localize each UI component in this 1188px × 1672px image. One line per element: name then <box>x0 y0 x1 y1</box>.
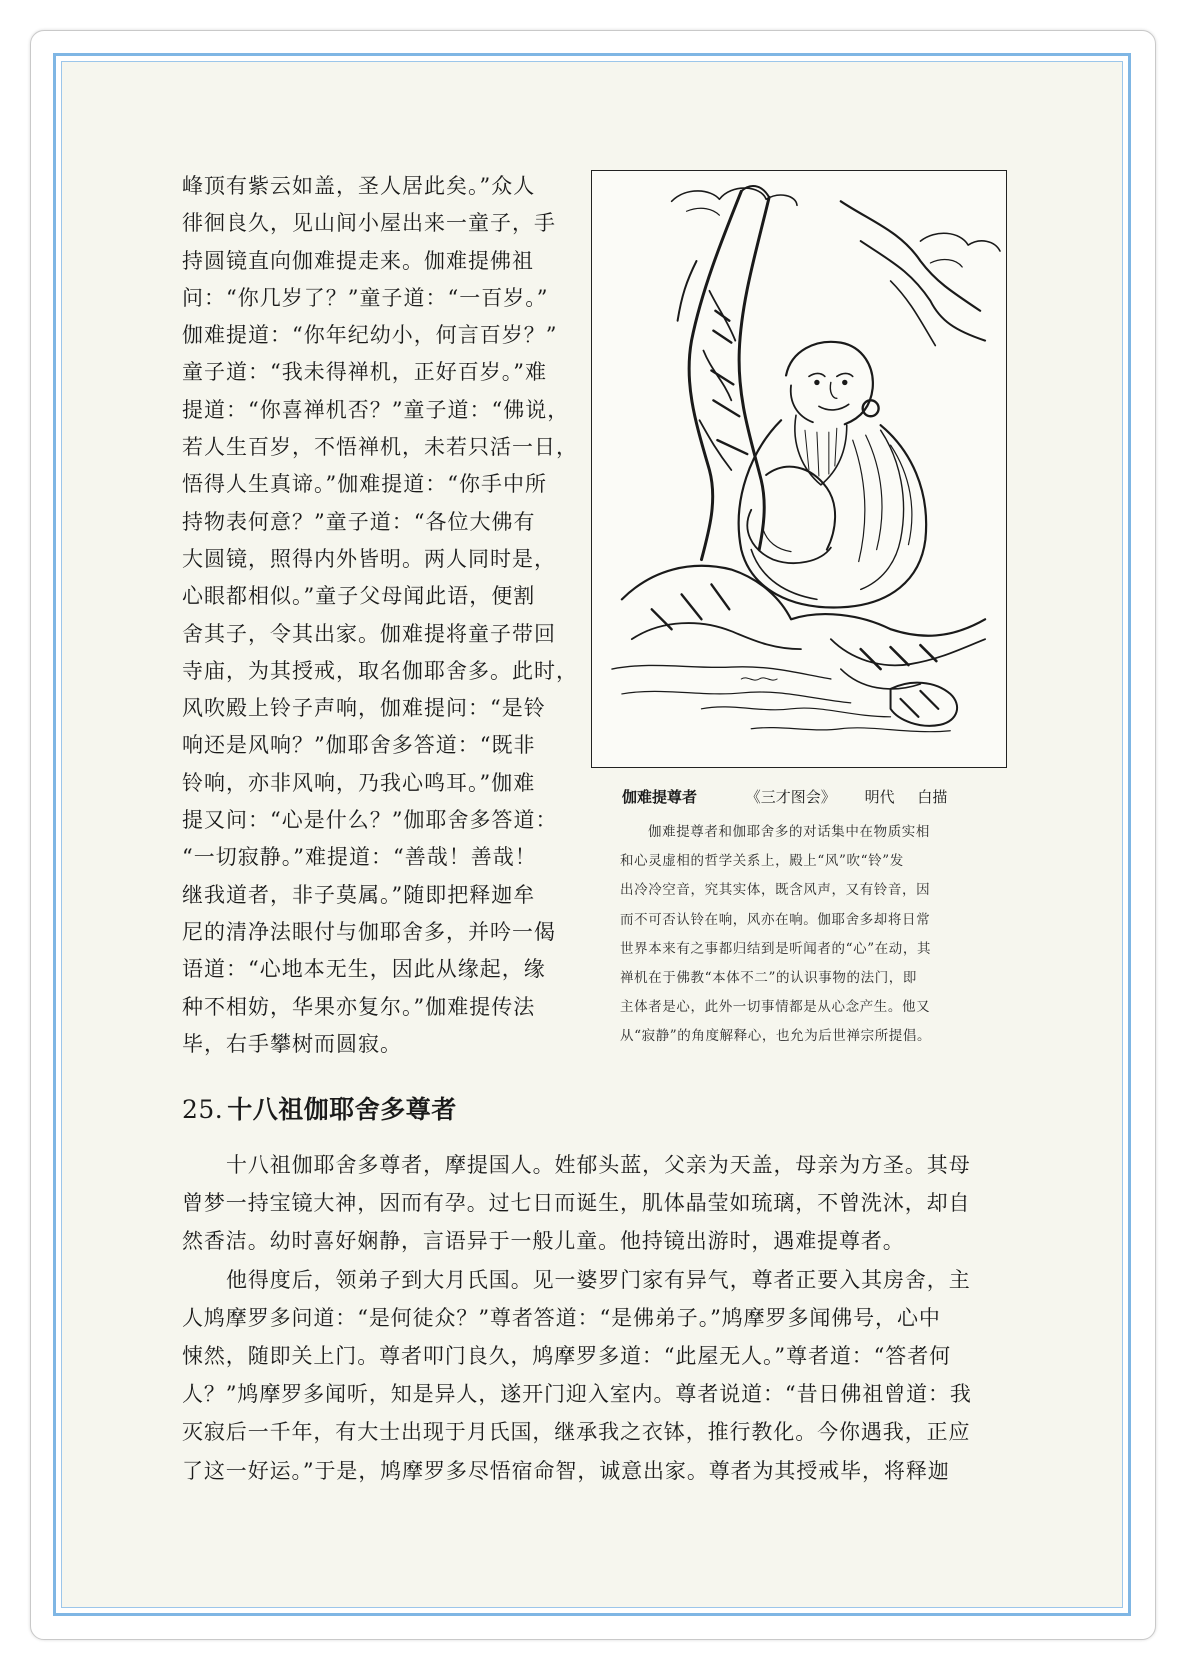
caption-description <box>620 818 986 1052</box>
text-line: 若人生百岁，不悟禅机，未若只活一日， <box>182 435 578 460</box>
text-line: 人？”鸠摩罗多闻听，知是异人，遂开门迎入室内。尊者说道：“昔日佛祖曾道：我 <box>182 1382 972 1407</box>
caption-period: 明代 <box>864 788 895 806</box>
text-line: 种不相妨，华果亦复尔。”伽难提传法 <box>182 994 536 1019</box>
text-line: 悚然，随即关上门。尊者叩门良久，鸠摩罗多道：“此屋无人。”尊者道：“答者何 <box>182 1343 952 1368</box>
caption-line: 和心灵虚相的哲学关系上，殿上“风”吹“铃”发 <box>620 853 904 870</box>
text-line: 十八祖伽耶舍多尊者，摩提国人。姓郁头蓝，父亲为天盖，母亲为方圣。其母 <box>226 1153 971 1177</box>
caption-source: 《三才图会》 <box>745 788 836 806</box>
text-line: 问：“你几岁了？”童子道：“一百岁。” <box>182 285 549 310</box>
text-line: 了这一好运。”于是，鸠摩罗多尽悟宿命智，诚意出家。尊者为其授戒毕，将释迦 <box>182 1458 950 1483</box>
text-line: 响还是风响？”伽耶舍多答道：“既非 <box>182 733 536 758</box>
caption-title: 伽难提尊者 <box>622 788 698 806</box>
text-line: 毕，右手攀树而圆寂。 <box>182 1031 402 1056</box>
text-line: 曾梦一持宝镜大神，因而有孕。过七日而诞生，肌体晶莹如琉璃，不曾洗沐，却自 <box>182 1191 971 1216</box>
text-line: 伽难提道：“你年纪幼小，何言百岁？” <box>182 323 558 348</box>
caption-line: 而不可否认铃在响，风亦在响。伽耶舍多却将日常 <box>620 911 931 928</box>
caption-line: 主体者是心，此外一切事情都是从心念产生。他又 <box>620 999 931 1016</box>
caption-line: 禅机在于佛教“本体不二”的认识事物的法门，即 <box>620 969 918 986</box>
section-title: 十八祖伽耶舍多尊者 <box>227 1095 457 1124</box>
body-text <box>182 1146 1002 1490</box>
caption-line: 世界本来有之事都归结到是听闻者的“心”在动，其 <box>620 940 932 957</box>
caption-line: 从“寂静”的角度解释心，也允为后世禅宗所提倡。 <box>620 1028 932 1045</box>
text-line: 然香洁。幼时喜好娴静，言语异于一般儿童。他持镜出游时，遇难提尊者。 <box>182 1229 905 1254</box>
section-heading <box>182 1090 457 1126</box>
text-line: 心眼都相似。”童子父母闻此语，便割 <box>182 584 536 609</box>
text-line: “一切寂静。”难提道：“善哉！善哉！ <box>182 845 537 870</box>
caption-line: 伽难提尊者和伽耶舍多的对话集中在物质实相 <box>648 824 930 840</box>
text-line: 尼的清净法眼付与伽耶舍多，并吟一偈 <box>182 919 556 944</box>
text-line: 灭寂后一千年，有大士出现于月氏国，继承我之衣钵，推行教化。今你遇我，正应 <box>182 1420 971 1445</box>
text-line: 持物表何意？”童子道：“各位大佛有 <box>182 509 536 534</box>
text-line: 风吹殿上铃子声响，伽难提问：“是铃 <box>182 696 546 721</box>
text-line: 铃响，亦非风响，乃我心鸣耳。”伽难 <box>182 770 536 795</box>
text-line: 悟得人生真谛。”伽难提道：“你手中所 <box>182 472 547 497</box>
text-line: 舍其子，令其出家。伽难提将童子带回 <box>182 621 556 646</box>
text-line: 持圆镜直向伽难提走来。伽难提佛祖 <box>182 248 534 273</box>
text-line: 童子道：“我未得禅机，正好百岁。”难 <box>182 360 547 385</box>
section-number: 25. <box>182 1095 224 1124</box>
ink-illustration-venerable <box>591 170 1007 768</box>
text-line: 寺庙，为其授戒，取名伽耶舍多。此时， <box>182 658 578 683</box>
caption-line: 出冷冷空音，究其实体，既含风声，又有铃音，因 <box>620 882 931 899</box>
text-line: 提又问：“心是什么？”伽耶舍多答道： <box>182 808 558 833</box>
text-line: 他得度后，领弟子到大月氏国。见一婆罗门家有异气，尊者正要入其房舍，主 <box>226 1267 971 1292</box>
text-line: 峰顶有紫云如盖，圣人居此矣。”众人 <box>182 174 536 198</box>
text-line: 继我道者，非子莫属。”随即把释迦牟 <box>182 882 536 907</box>
caption-technique: 白描 <box>917 788 948 806</box>
text-line: 徘徊良久，见山间小屋出来一童子，手 <box>182 211 556 236</box>
text-line: 人鸠摩罗多问道：“是何徒众？”尊者答道：“是佛弟子。”鸠摩罗多闻佛号，心中 <box>182 1305 941 1330</box>
text-line: 语道：“心地本无生，因此从缘起，缘 <box>182 957 546 982</box>
illustration-caption <box>622 786 1002 807</box>
text-line: 提道：“你喜禅机否？”童子道：“佛说， <box>182 397 570 422</box>
text-line: 大圆镜，照得内外皆明。两人同时是， <box>182 546 556 571</box>
left-column-text <box>182 168 578 1063</box>
